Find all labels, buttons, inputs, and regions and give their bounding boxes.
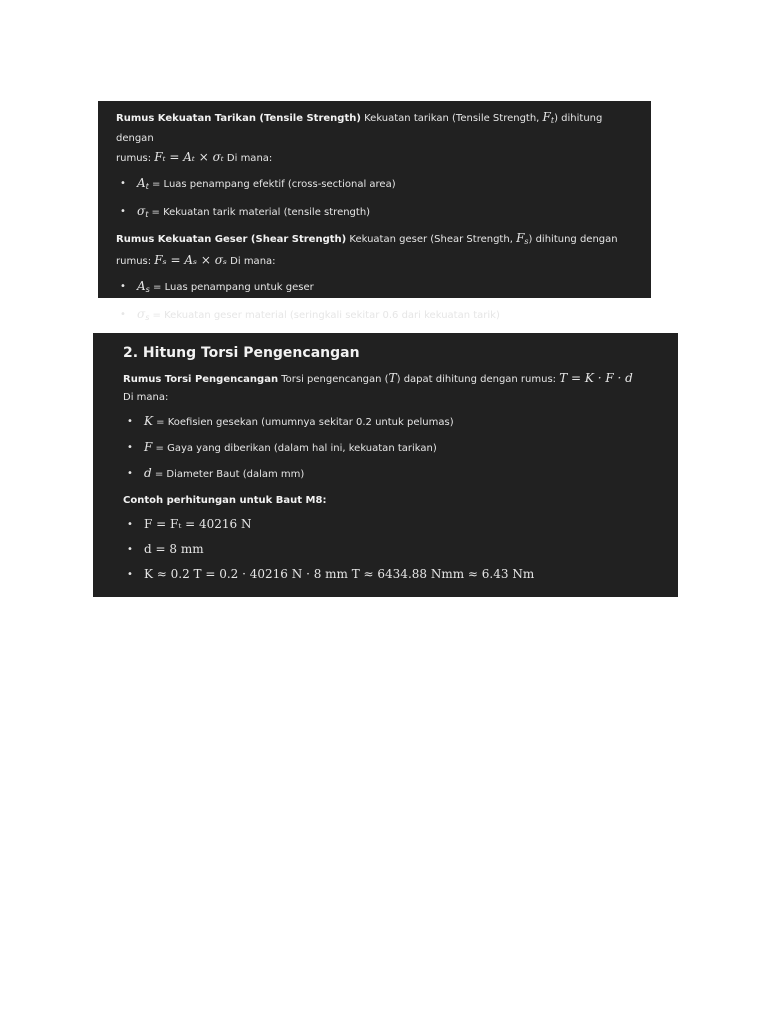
section-heading: 2. Hitung Torsi Pengencangan xyxy=(123,345,360,361)
torsi-text-1: Torsi pengencangan ( xyxy=(278,374,389,385)
torsi-panel xyxy=(93,333,678,597)
torsi-list xyxy=(123,409,664,487)
bullet-icon: • xyxy=(120,178,126,189)
list-item: • K = Koefisien gesekan (umumnya sekitar 0.2 untuk pelumas) xyxy=(123,409,664,435)
tensile-paragraph: Rumus Kekuatan Tarikan (Tensile Strength) Kekuatan tarikan (Tensile Strength, $F_t$) dihitung dengan rumus: Fₜ = Aₜ × σₜ Di mana: xyxy=(116,110,603,164)
bullet-icon: • xyxy=(127,569,133,580)
bullet-icon: • xyxy=(127,416,133,427)
bullet-icon: • xyxy=(120,309,126,320)
list-item: • d = Diameter Baut (dalam mm) xyxy=(123,461,664,487)
list-item: • $\sigma_s$ = Kekuatan geser material (seringkali sekitar 0.6 dari kekuatan tarik) xyxy=(116,302,637,330)
shear-paragraph: Rumus Kekuatan Geser (Shear Strength) Kekuatan geser (Shear Strength, $F_s$) dihitung dengan rumus: Fₛ = Aₛ × σₛ Di mana: xyxy=(116,231,618,267)
bullet-icon: • xyxy=(127,519,133,530)
shear-title: Rumus Kekuatan Geser (Shear Strength) xyxy=(116,234,347,245)
bullet-icon: • xyxy=(127,468,133,479)
torsi-symbol: T xyxy=(388,371,397,385)
shear-rumus-label: rumus: xyxy=(116,256,155,267)
list-item: • F = Fₜ = 40216 N xyxy=(123,512,664,537)
bullet-icon: • xyxy=(127,442,133,453)
tensile-shear-panel xyxy=(98,101,651,322)
example-list xyxy=(123,512,664,587)
tensile-dimana: Di mana: xyxy=(223,153,273,164)
tensile-text-2: ) dihitung dengan xyxy=(116,113,603,144)
list-item: • $\sigma_t$ = Kekuatan tarik material (tensile strength) xyxy=(116,199,637,227)
bullet-icon: • xyxy=(120,281,126,292)
shear-text-2: ) dihitung dengan xyxy=(528,234,618,245)
torsi-paragraph xyxy=(123,369,664,407)
list-item: • K ≈ 0.2 T = 0.2 · 40216 N · 8 mm T ≈ 6434.88 Nmm ≈ 6.43 Nm xyxy=(123,562,664,587)
bullet-icon: • xyxy=(127,544,133,555)
torsi-title: Rumus Torsi Pengencangan xyxy=(123,374,279,385)
tensile-text-1: Kekuatan tarikan (Tensile Strength, xyxy=(360,113,543,124)
tensile-rumus-label: rumus: xyxy=(116,153,155,164)
torsi-formula: T = K · F · d xyxy=(559,371,633,385)
tensile-title: Rumus Kekuatan Tarikan (Tensile Strength) xyxy=(116,113,361,124)
shear-formula: Fₛ = Aₛ × σₛ xyxy=(154,253,227,267)
list-item: • $A_s$ = Luas penampang untuk geser xyxy=(116,274,637,302)
list-item: • F = Gaya yang diberikan (dalam hal ini, kekuatan tarikan) xyxy=(123,435,664,461)
torsi-text-2: ) dapat dihitung dengan rumus: xyxy=(396,374,560,385)
tensile-list xyxy=(116,171,637,227)
shear-list xyxy=(116,274,637,330)
shear-dimana: Di mana: xyxy=(226,256,276,267)
tensile-formula: Fₜ = Aₜ × σₜ xyxy=(154,150,224,164)
example-title: Contoh perhitungan untuk Baut M8: xyxy=(123,495,327,506)
shear-text-1: Kekuatan geser (Shear Strength, xyxy=(346,234,517,245)
list-item: • $A_t$ = Luas penampang efektif (cross-sectional area) xyxy=(116,171,637,199)
list-item: • d = 8 mm xyxy=(123,537,664,562)
bullet-icon: • xyxy=(120,206,126,217)
torsi-dimana: Di mana: xyxy=(123,392,169,403)
